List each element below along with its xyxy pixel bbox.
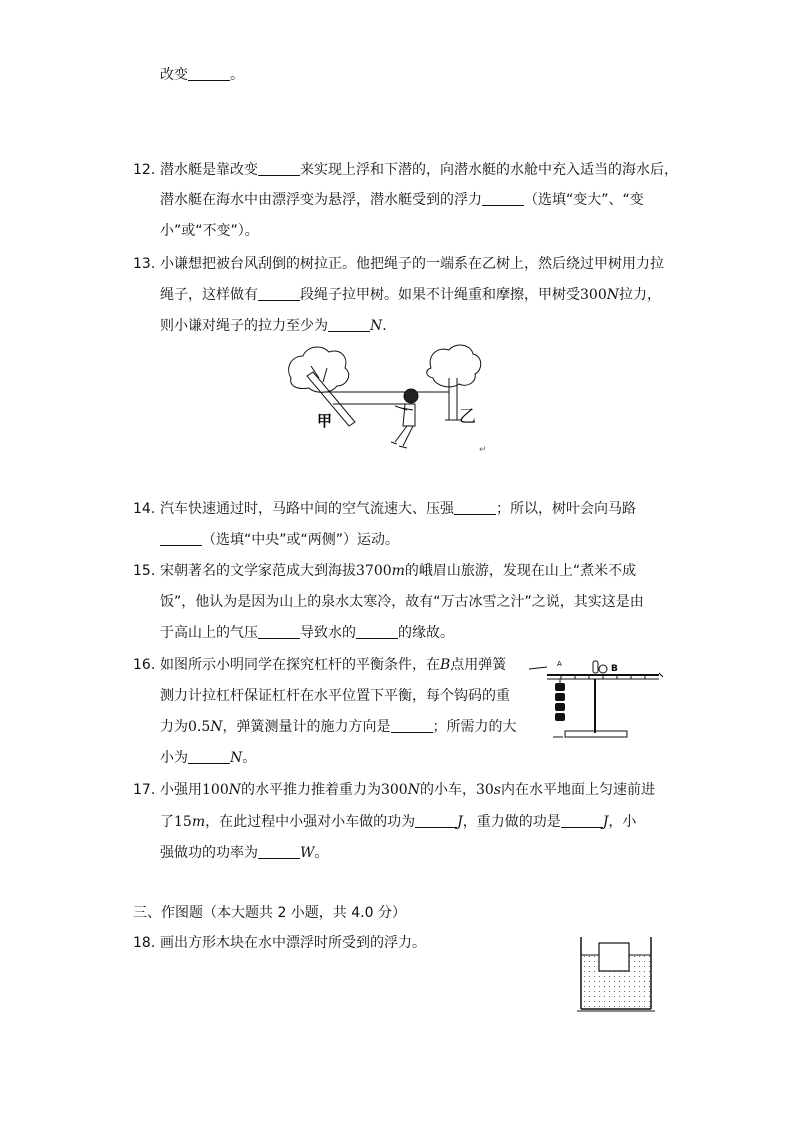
text: ；所以，树叶会向马路 [496, 501, 636, 517]
q15-line-1 [160, 561, 636, 581]
text: 。 [242, 750, 257, 766]
text: 小为 [160, 750, 188, 766]
answer-blank[interactable] [258, 844, 300, 859]
text: 导致水的 [300, 625, 356, 641]
text: 潜水艇在海水中由漂浮变为悬浮，潜水艇受到的浮力 [160, 192, 482, 208]
answer-blank[interactable] [391, 718, 433, 733]
answer-blank[interactable] [258, 286, 300, 301]
unit: N [228, 782, 241, 798]
q16-line-2: 测力计拉杠杆保证杠杆在水平位置下平衡，每个钩码的重 [160, 688, 510, 704]
q13-line-3 [160, 316, 387, 336]
text: （选填“变大”、“变 [524, 192, 644, 208]
q15-line-2: 饭”，他认为是因为山上的泉水太寒冷，故有“万古冰雪之汁”之说，其实这是由 [160, 594, 644, 610]
question-number-12: 12. [133, 162, 156, 178]
unit: N [230, 750, 243, 766]
variable: B [440, 657, 451, 673]
text: ，重力做的功是 [462, 814, 561, 830]
value: 15 [174, 814, 192, 830]
answer-blank[interactable] [415, 813, 457, 828]
text: ，弹簧测量计的施力方向是 [222, 719, 391, 735]
top-line [160, 65, 244, 85]
q14-line-2 [160, 530, 399, 550]
unit: N [370, 318, 383, 334]
text: 的小车， [419, 782, 476, 798]
text: ；所需力的大 [432, 719, 517, 735]
unit: J [457, 814, 463, 830]
label-jia: 甲 [317, 412, 333, 430]
point-b-label: B [611, 664, 618, 674]
text: 强做功的功率为 [160, 845, 258, 861]
answer-blank[interactable] [258, 161, 300, 176]
q14-line-1 [160, 499, 636, 519]
hook-weights [555, 683, 565, 721]
q16-line-3 [160, 717, 517, 737]
text: 内在水平地面上匀速前进 [500, 782, 655, 798]
paragraph-mark: ↵ [479, 445, 487, 455]
lever-figure [525, 655, 665, 745]
text: 的缘故。 [398, 625, 454, 641]
tree-rope-figure [283, 340, 493, 455]
pivot-knob [593, 661, 598, 673]
text: 来实现上浮和下潜的，向潜水艇的水舱中充入适当的海水后， [300, 162, 678, 178]
question-number-16: 16. [133, 657, 156, 673]
q12-line-3: 小”或“不变”）。 [160, 223, 259, 239]
text: ，在此过程中小强对小车做的功为 [205, 814, 416, 830]
unit: W [300, 845, 315, 861]
left-stub [529, 667, 547, 669]
question-number-14: 14. [133, 501, 156, 517]
value: 100 [202, 782, 229, 798]
answer-blank[interactable] [482, 191, 524, 206]
answer-blank[interactable] [258, 624, 300, 639]
question-number-17: 17. [133, 782, 156, 798]
text: . [382, 318, 387, 334]
q17-line-2 [160, 812, 636, 832]
text: 汽车快速通过时，马路中间的空气流速大、压强 [160, 501, 454, 517]
q17-line-1 [160, 780, 655, 800]
unit: N [407, 782, 420, 798]
unit: N [210, 719, 223, 735]
value: 0.5 [188, 719, 211, 735]
text: 的峨眉山旅游，发现在山上“煮米不成 [404, 563, 637, 579]
q12-line-1 [160, 160, 678, 180]
answer-blank[interactable] [188, 66, 230, 81]
text: 则小谦对绳子的拉力至少为 [160, 318, 328, 334]
answer-blank[interactable] [328, 317, 370, 332]
answer-blank[interactable] [561, 813, 603, 828]
q17-line-3 [160, 843, 328, 863]
answer-blank[interactable] [160, 531, 202, 546]
question-number-15: 15. [133, 563, 156, 579]
text: 拉力， [618, 287, 661, 303]
value: 300 [380, 782, 408, 798]
q13-line-2 [160, 285, 661, 305]
text: 力为 [160, 719, 188, 735]
label-yi: 乙 [459, 407, 476, 427]
answer-blank[interactable] [188, 749, 230, 764]
text: 。 [314, 845, 329, 861]
point-a-label: A [557, 660, 562, 668]
q18-text: 画出方形木块在水中漂浮时所受到的浮力。 [160, 935, 426, 951]
text: 段绳子拉甲树。如果不计绳重和摩擦，甲树受 [300, 287, 580, 303]
unit: N [606, 287, 619, 303]
q15-line-3 [160, 623, 454, 643]
question-number-13: 13. [133, 256, 156, 272]
answer-blank[interactable] [454, 500, 496, 515]
value: 30 [475, 782, 494, 798]
boy-pulling-icon [391, 389, 418, 448]
text: （选填“中央”或“两侧”）运动。 [202, 532, 400, 548]
unit: m [391, 563, 405, 579]
q12-line-2 [160, 190, 644, 210]
q16-line-4 [160, 748, 256, 768]
section-title: 三、作图题（本大题共 2 小题，共 4.0 分） [133, 905, 406, 921]
text: 于高山上的气压 [160, 625, 258, 641]
floating-block-figure [573, 935, 659, 1015]
wood-block [599, 943, 629, 971]
question-number-18: 18. [133, 935, 156, 951]
unit: m [191, 814, 206, 830]
text: 潜水艇是靠改变 [160, 162, 258, 178]
text: 小强用 [160, 782, 202, 798]
text: 改变 [160, 67, 188, 83]
unit: s [493, 782, 501, 798]
text: 的水平推力推着重力为 [240, 782, 381, 798]
unit: J [602, 814, 609, 830]
text: ，小 [608, 814, 637, 830]
text: 如图所示小明同学在探究杠杆的平衡条件，在 [160, 657, 440, 673]
q13-line-1: 小谦想把被台风刮倒的树拉正。他把绳子的一端系在乙树上，然后绕过甲树用力拉 [160, 256, 664, 272]
value: 3700 [356, 563, 392, 579]
text: 了 [160, 814, 174, 830]
answer-blank[interactable] [356, 624, 398, 639]
pivot-ring [599, 665, 607, 673]
text: 。 [230, 67, 244, 83]
value: 300 [580, 287, 607, 303]
text: 点用弹簧 [450, 657, 507, 673]
text: 宋朝著名的文学家范成大到海拔 [160, 563, 356, 579]
q16-line-1 [160, 655, 506, 675]
text: 绳子，这样做有 [160, 287, 258, 303]
